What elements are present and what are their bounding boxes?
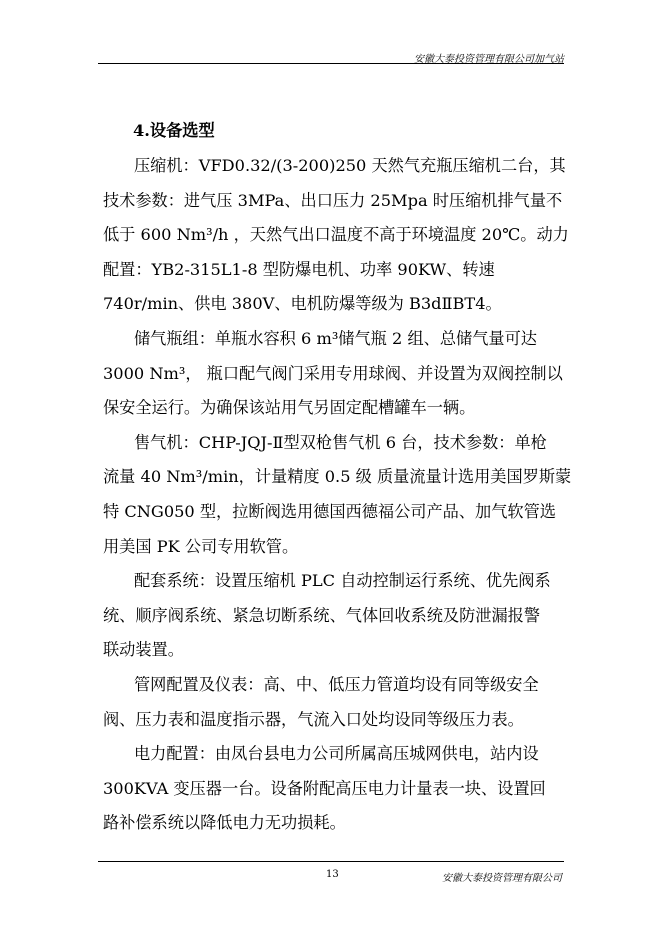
paragraph-line: 管网配置及仪表：高、中、低压力管道均设有同等级安全 bbox=[134, 674, 539, 694]
paragraph-line: 配套系统：设置压缩机 PLC 自动控制运行系统、优先阀系 bbox=[134, 571, 551, 591]
paragraph-line: 740r/min、供电 380V、电机防爆等级为 B3dⅡBT4。 bbox=[103, 294, 502, 314]
paragraph-line: 压缩机：VFD0.32/(3-200)250 天然气充瓶压缩机二台，其 bbox=[134, 156, 566, 175]
paragraph-line: 储气瓶组：单瓶水容积 6 m³储气瓶 2 组、总储气量可达 bbox=[134, 328, 537, 348]
paragraph-line: 联动装置。 bbox=[103, 640, 184, 660]
paragraph-line: 特 CNG050 型，拉断阀选用德国西德福公司产品、加气软管选 bbox=[103, 501, 556, 521]
paragraph-compressor bbox=[103, 149, 569, 322]
header-company-name: 安徽大泰投资管理有限公司加气站 bbox=[414, 54, 564, 65]
paragraph-dispenser bbox=[103, 426, 572, 564]
paragraph-line: 技术参数：进气压 3MPa、出口压力 25Mpa 时压缩机排气量不 bbox=[103, 190, 563, 210]
document-body bbox=[103, 118, 572, 841]
paragraph-line: 保安全运行。为确保该站用气另固定配槽罐车一辆。 bbox=[103, 398, 476, 418]
footer-rule bbox=[98, 861, 564, 862]
paragraph-line: 配置：YB2-315L1-8 型防爆电机、功率 90KW、转速 bbox=[103, 259, 495, 279]
paragraph-power bbox=[103, 737, 563, 841]
paragraph-line: 阀、压力表和温度指示器，气流入口处均设同等级压力表。 bbox=[103, 709, 524, 729]
paragraph-line: 300KVA 变压器一台。设备附配高压电力计量表一块、设置回 bbox=[103, 778, 546, 798]
paragraph-auxiliary bbox=[103, 564, 563, 668]
paragraph-line: 低于 600 Nm³/h ，天然气出口温度不高于环境温度 20℃。动力 bbox=[103, 225, 569, 245]
paragraph-storage bbox=[103, 322, 563, 426]
page-number: 13 bbox=[326, 869, 339, 880]
paragraph-line: 售气机：CHP-JQJ-Ⅱ型双枪售气机 6 台，技术参数：单枪 bbox=[134, 432, 547, 452]
footer-company-name: 安徽大泰投资管理有限公司 bbox=[442, 873, 562, 884]
header-rule bbox=[98, 63, 564, 64]
section-title: 4.设备选型 bbox=[133, 121, 215, 140]
paragraph-line: 3000 Nm³， 瓶口配气阀门采用专用球阀、并设置为双阀控制以 bbox=[103, 363, 563, 383]
paragraph-line: 用美国 PK 公司专用软管。 bbox=[103, 536, 299, 556]
paragraph-list bbox=[103, 149, 572, 841]
paragraph-line: 电力配置：由凤台县电力公司所属高压城网供电，站内设 bbox=[134, 744, 539, 764]
paragraph-line: 路补偿系统以降低电力无功损耗。 bbox=[103, 813, 346, 833]
paragraph-pipeline bbox=[103, 668, 563, 737]
paragraph-line: 统、顺序阀系统、紧急切断系统、气体回收系统及防泄漏报警 bbox=[103, 605, 541, 625]
paragraph-line: 流量 40 Nm³/min，计量精度 0.5 级 质量流量计选用美国罗斯蒙 bbox=[103, 467, 572, 487]
